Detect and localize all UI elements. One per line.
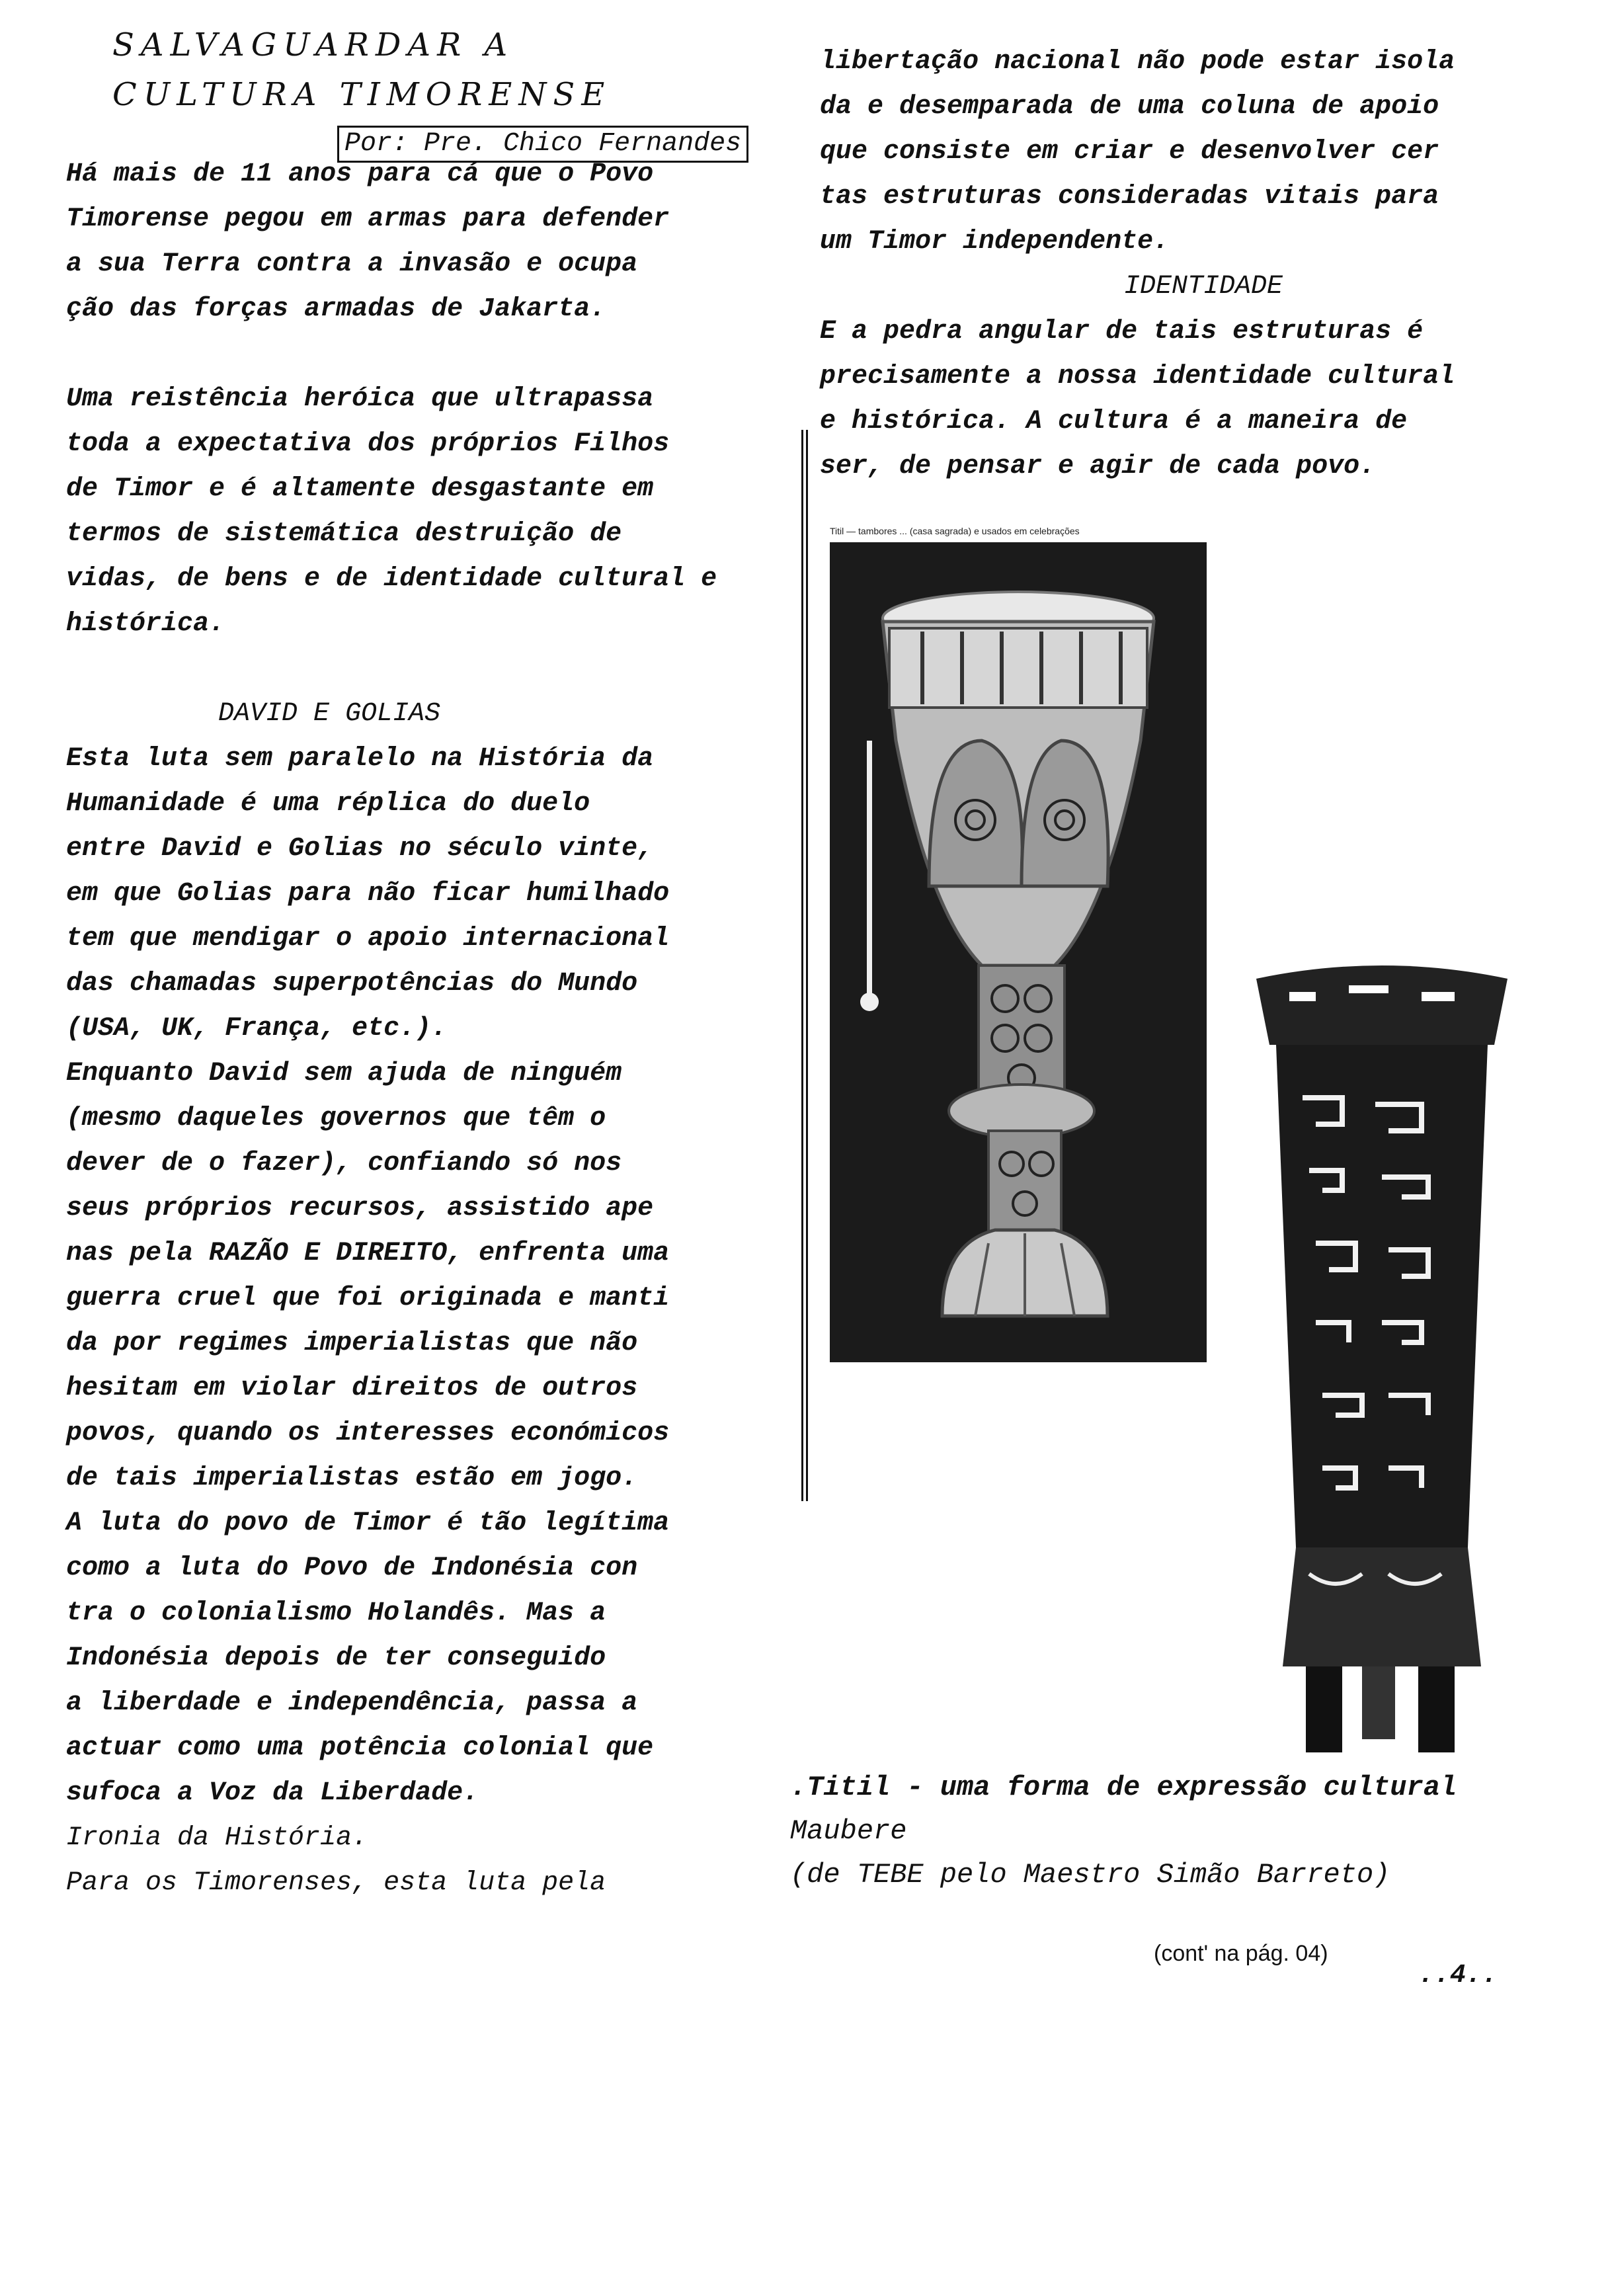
body-line: das chamadas superpotências do Mundo	[66, 969, 638, 999]
paragraph-gap	[66, 332, 793, 377]
tall-drum-illustration	[1243, 952, 1521, 1766]
body-line: dever de o fazer), confiando só nos	[66, 1149, 622, 1178]
tall-drum-photo	[1243, 952, 1521, 1766]
body-line: Esta luta sem paralelo na História da	[66, 744, 654, 774]
body-line: como a luta do Povo de Indonésia con	[66, 1553, 638, 1583]
body-line: a sua Terra contra a invasão e ocupa	[66, 249, 638, 279]
body-line: Há mais de 11 anos para cá que o Povo	[66, 159, 654, 189]
continued-note: (cont' na pág. 04)	[1154, 1941, 1328, 1966]
body-line: Ironia da História.	[66, 1823, 368, 1853]
body-line: a liberdade e independência, passa a	[66, 1688, 638, 1718]
body-line: guerra cruel que foi originada e manti	[66, 1284, 670, 1313]
body-line: que consiste em criar e desenvolver cer	[820, 137, 1439, 167]
body-line: A luta do povo de Timor é tão legítima	[66, 1508, 670, 1538]
body-line: Timorense pegou em armas para defender	[66, 204, 670, 234]
article-byline: Por: Pre. Chico Fernandes	[337, 126, 748, 163]
column-divider	[801, 430, 808, 1501]
caption-line: (de TEBE pelo Maestro Simão Barreto)	[790, 1859, 1390, 1891]
body-line: E a pedra angular de tais estruturas é	[820, 317, 1424, 347]
article-title-line1: SALVAGUARDAR A	[112, 26, 514, 63]
body-line: Humanidade é uma réplica do duelo	[66, 789, 590, 819]
body-line: ser, de pensar e agir de cada povo.	[820, 452, 1376, 481]
body-line: de tais imperialistas estão em jogo.	[66, 1463, 638, 1493]
drum-photo	[830, 542, 1207, 1362]
body-line: Para os Timorenses, esta luta pela	[66, 1868, 606, 1898]
body-line: e histórica. A cultura é a maneira de	[820, 407, 1408, 436]
body-line: toda a expectativa dos próprios Filhos	[66, 429, 670, 459]
body-line: Uma reistência heróica que ultrapassa	[66, 384, 654, 414]
body-line: (mesmo daqueles governos que têm o	[66, 1104, 606, 1133]
body-line: Indonésia depois de ter conseguido	[66, 1643, 606, 1673]
body-line: tem que mendigar o apoio internacional	[66, 924, 670, 954]
body-line: libertação nacional não pode estar isola	[820, 47, 1455, 77]
body-line: hesitam em violar direitos de outros	[66, 1374, 638, 1403]
body-line: seus próprios recursos, assistido ape	[66, 1194, 654, 1223]
body-line: povos, quando os interesses económicos	[66, 1418, 670, 1448]
caption-line: .Titil - uma forma de expressão cultural	[790, 1772, 1457, 1803]
paragraph-gap	[66, 647, 793, 692]
body-line: termos de sistemática destruição de	[66, 519, 622, 549]
article-title-line2: CULTURA TIMORENSE	[112, 76, 612, 113]
body-line: histórica.	[66, 609, 225, 639]
page-number: ..4..	[1418, 1961, 1498, 1990]
body-line: em que Golias para não ficar humilhado	[66, 879, 670, 909]
drum-illustration	[830, 542, 1207, 1362]
photo-small-caption: Titil — tambores ... (casa sagrada) e usados em celebrações	[830, 526, 1080, 536]
body-line: um Timor independente.	[820, 227, 1170, 257]
body-line: vidas, de bens e de identidade cultural e	[66, 564, 717, 594]
section-heading-identidade: IDENTIDADE	[1124, 272, 1283, 302]
left-column	[66, 152, 793, 1906]
body-line: entre David e Golias no século vinte,	[66, 834, 654, 864]
body-line: (USA, UK, França, etc.).	[66, 1014, 448, 1044]
body-line: de Timor e é altamente desgastante em	[66, 474, 654, 504]
caption-line: Maubere	[790, 1815, 907, 1847]
body-line: sufoca a Voz da Liberdade.	[66, 1778, 479, 1808]
body-line: da e desemparada de uma coluna de apoio	[820, 92, 1439, 122]
body-line: tra o colonialismo Holandês. Mas a	[66, 1598, 606, 1628]
body-line: actuar como uma potência colonial que	[66, 1733, 654, 1763]
body-line: nas pela RAZÃO E DIREITO, enfrenta uma	[66, 1239, 670, 1268]
body-line: Enquanto David sem ajuda de ninguém	[66, 1059, 622, 1088]
body-line: precisamente a nossa identidade cultural	[820, 362, 1455, 391]
body-line: da por regimes imperialistas que não	[66, 1329, 638, 1358]
right-column	[820, 40, 1560, 489]
body-line: tas estruturas consideradas vitais para	[820, 182, 1439, 212]
section-heading-david-golias: DAVID E GOLIAS	[218, 699, 441, 729]
photo-caption	[790, 1766, 1531, 1897]
body-line: ção das forças armadas de Jakarta.	[66, 294, 606, 324]
